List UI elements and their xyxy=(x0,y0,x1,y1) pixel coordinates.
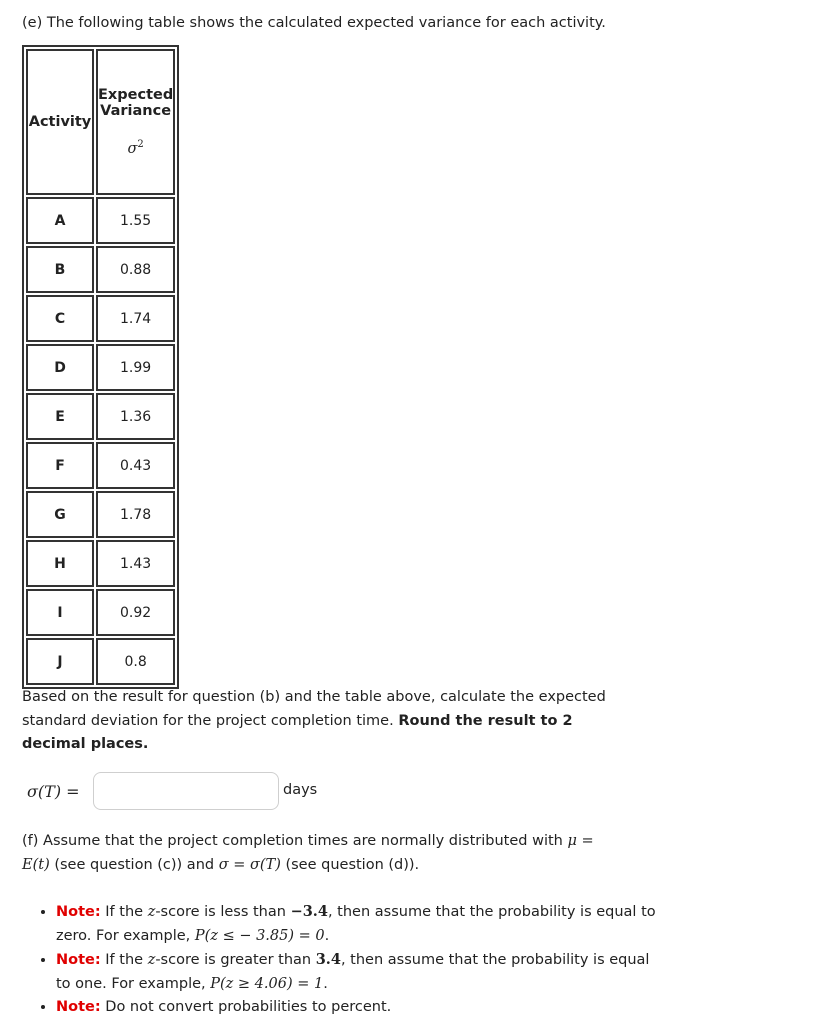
table-row xyxy=(26,197,175,244)
table-row xyxy=(26,246,175,293)
question-f xyxy=(22,830,622,877)
question-b xyxy=(22,686,622,757)
table-row xyxy=(26,540,175,587)
variance-cell: 0.8 xyxy=(96,638,175,685)
activity-cell: B xyxy=(26,246,94,293)
note-item: • Note: If the z-score is less than −3.4, then assume that the probability is equal to zero. For example, P(z ≤ − 3.85) = 0. xyxy=(56,900,666,948)
activity-cell: G xyxy=(26,491,94,538)
table-row xyxy=(26,638,175,685)
table-row xyxy=(26,393,175,440)
note-label: Note: xyxy=(56,904,101,920)
sigma-t-input[interactable] xyxy=(93,772,279,810)
note-label: Note: xyxy=(56,952,101,968)
variance-cell: 0.43 xyxy=(96,442,175,489)
variance-cell: 1.36 xyxy=(96,393,175,440)
question-b-bold: Round the result to 2 decimal places. xyxy=(22,712,573,752)
answer-row xyxy=(27,771,317,811)
activity-cell: H xyxy=(26,540,94,587)
table-row xyxy=(26,442,175,489)
variance-cell: 0.88 xyxy=(96,246,175,293)
table-row xyxy=(26,491,175,538)
activity-cell: E xyxy=(26,393,94,440)
header-expected-variance xyxy=(96,49,175,195)
variance-cell: 1.78 xyxy=(96,491,175,538)
activity-cell: I xyxy=(26,589,94,636)
activity-cell: C xyxy=(26,295,94,342)
variance-table xyxy=(22,45,179,689)
variance-cell: 1.43 xyxy=(96,540,175,587)
variance-cell: 1.55 xyxy=(96,197,175,244)
header-sigma-squared: $\sigma^2$ xyxy=(127,139,144,157)
variance-cell: 1.74 xyxy=(96,295,175,342)
question-f-text-3: (see question (d)). xyxy=(285,856,420,873)
table-row xyxy=(26,589,175,636)
table-row xyxy=(26,295,175,342)
activity-cell: D xyxy=(26,344,94,391)
units-label: days xyxy=(283,782,318,798)
mu-expression: μ = E(t) xyxy=(22,833,594,873)
question-f-text-1: (f) Assume that the project completion times are normally distributed with xyxy=(22,833,563,849)
question-f-text-2: (see question (c)) and xyxy=(54,856,215,873)
question-b-text: Based on the result for question (b) and the table above, calculate the expected standard deviation for the project completion time. xyxy=(22,689,606,729)
variance-cell: 0.92 xyxy=(96,589,175,636)
header-variance: Variance xyxy=(100,103,172,120)
table-row xyxy=(26,344,175,391)
sigma-expression: σ = σ(T) xyxy=(218,856,281,873)
note-label: Note: xyxy=(56,999,101,1015)
note-item: • Note: If the z-score is greater than 3.4, then assume that the probability is equal to one. For example, P(z ≥ 4.06) = 1. xyxy=(56,948,666,996)
activity-cell: F xyxy=(26,442,94,489)
sigma-t-label: σ(T) = xyxy=(27,781,80,801)
notes-list xyxy=(22,900,666,1020)
note-3-text: Do not convert probabilities to percent. xyxy=(105,999,392,1015)
variance-cell: 1.99 xyxy=(96,344,175,391)
activity-cell: A xyxy=(26,197,94,244)
note-item xyxy=(56,996,666,1020)
intro-text: (e) The following table shows the calculated expected variance for each activity. xyxy=(22,15,606,31)
activity-cell: J xyxy=(26,638,94,685)
header-expected: Expected xyxy=(98,87,174,104)
header-activity: Activity xyxy=(26,49,94,195)
